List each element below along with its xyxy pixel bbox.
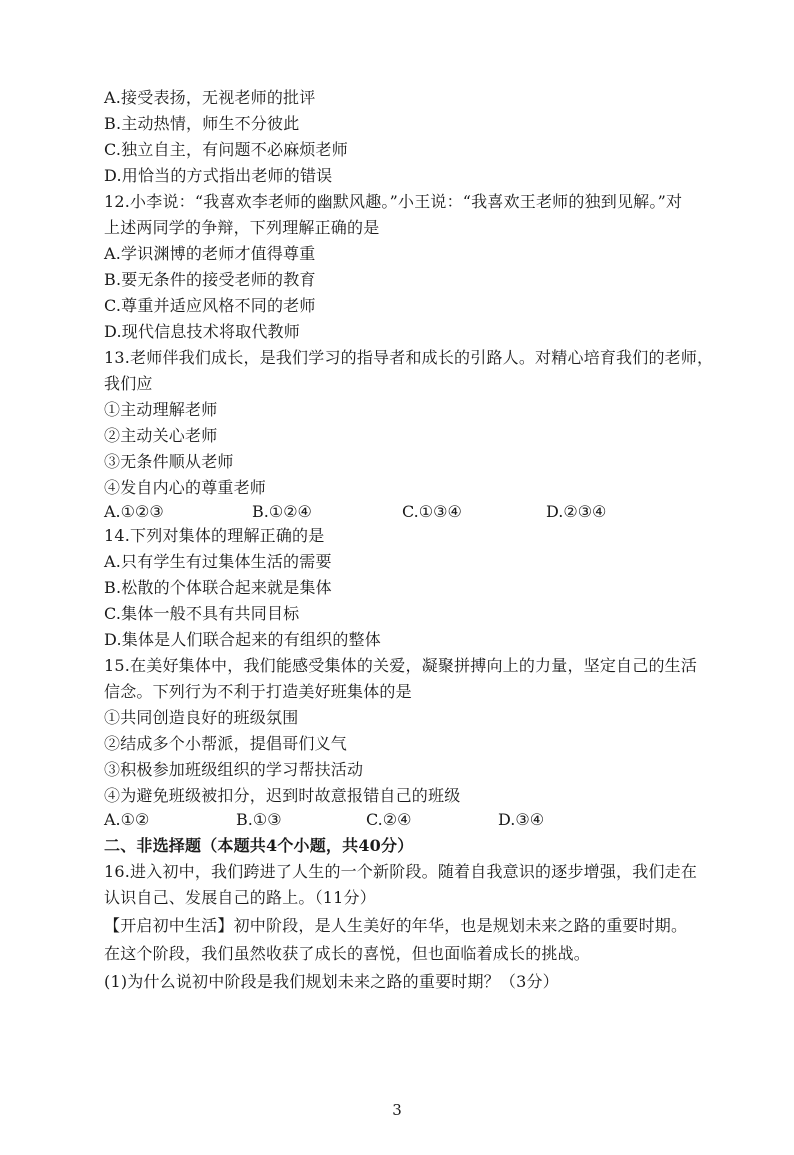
q13-stem-line-2: 我们应	[104, 374, 153, 393]
section-title: 二、非选择题（本题共4个小题，共40分）	[104, 836, 414, 855]
q11-option-c: C.独立自主，有问题不必麻烦老师	[104, 140, 348, 159]
q16-sub-question-1: (1)为什么说初中阶段是我们规划未来之路的重要时期？（3分）	[104, 972, 559, 991]
q15-item-3: ③积极参加班级组织的学习帮扶活动	[104, 760, 364, 779]
q16-material-line-1: 【开启初中生活】初中阶段，是人生美好的年华，也是规划未来之路的重要时期。	[104, 916, 688, 935]
q11-option-b: B.主动热情，师生不分彼此	[104, 114, 300, 133]
q14-option-b: B.松散的个体联合起来就是集体	[104, 578, 332, 597]
q14-stem: 14.下列对集体的理解正确的是	[104, 526, 325, 545]
q16-material-line-2: 在这个阶段，我们虽然收获了成长的喜悦，但也面临着成长的挑战。	[104, 944, 591, 963]
q12-option-d: D.现代信息技术将取代教师	[104, 322, 300, 341]
q15-option-d: D.③④	[498, 810, 545, 829]
q14-option-d: D.集体是人们联合起来的有组织的整体	[104, 630, 381, 649]
q15-options	[104, 808, 724, 832]
q15-stem-line-2: 信念。下列行为不利于打造美好班集体的是	[104, 682, 412, 701]
q13-option-a: A.①②③	[104, 502, 164, 521]
q15-option-c: C.②④	[366, 810, 412, 829]
q13-item-1: ①主动理解老师	[104, 400, 218, 419]
q13-options	[104, 500, 724, 524]
q12-stem-line-1: 12.小李说：“我喜欢李老师的幽默风趣。”小王说：“我喜欢王老师的独到见解。”对	[104, 192, 683, 211]
q13-option-c: C.①③④	[402, 502, 462, 521]
q13-item-3: ③无条件顺从老师	[104, 452, 234, 471]
q11-option-a: A.接受表扬，无视老师的批评	[104, 88, 316, 107]
q12-option-a: A.学识渊博的老师才值得尊重	[104, 244, 316, 263]
page-number: 3	[392, 1101, 402, 1119]
q12-option-c: C.尊重并适应风格不同的老师	[104, 296, 316, 315]
q16-stem-line-2: 认识自己、发展自己的路上。（11分）	[104, 888, 376, 907]
q12-option-b: B.要无条件的接受老师的教育	[104, 270, 316, 289]
q13-item-4: ④发自内心的尊重老师	[104, 478, 267, 497]
q13-item-2: ②主动关心老师	[104, 426, 218, 445]
q15-option-b: B.①③	[236, 810, 282, 829]
q15-item-1: ①共同创造良好的班级氛围	[104, 708, 299, 727]
q16-stem-line-1: 16.进入初中，我们跨进了人生的一个新阶段。随着自我意识的逐步增强，我们走在	[104, 862, 698, 881]
q13-stem-line-1: 13.老师伴我们成长，是我们学习的指导者和成长的引路人。对精心培育我们的老师，	[104, 348, 714, 367]
q15-option-a: A.①②	[104, 810, 150, 829]
q15-item-4: ④为避免班级被扣分，迟到时故意报错自己的班级	[104, 786, 461, 805]
q12-stem-line-2: 上述两同学的争辩，下列理解正确的是	[104, 218, 380, 237]
q15-stem-line-1: 15.在美好集体中，我们能感受集体的关爱，凝聚拼搏向上的力量，坚定自己的生活	[104, 656, 698, 675]
q13-option-b: B.①②④	[252, 502, 312, 521]
q14-option-c: C.集体一般不具有共同目标	[104, 604, 300, 623]
q11-option-d: D.用恰当的方式指出老师的错误	[104, 166, 333, 185]
q13-option-d: D.②③④	[546, 502, 607, 521]
q14-option-a: A.只有学生有过集体生活的需要	[104, 552, 332, 571]
q15-item-2: ②结成多个小帮派，提倡哥们义气	[104, 734, 348, 753]
